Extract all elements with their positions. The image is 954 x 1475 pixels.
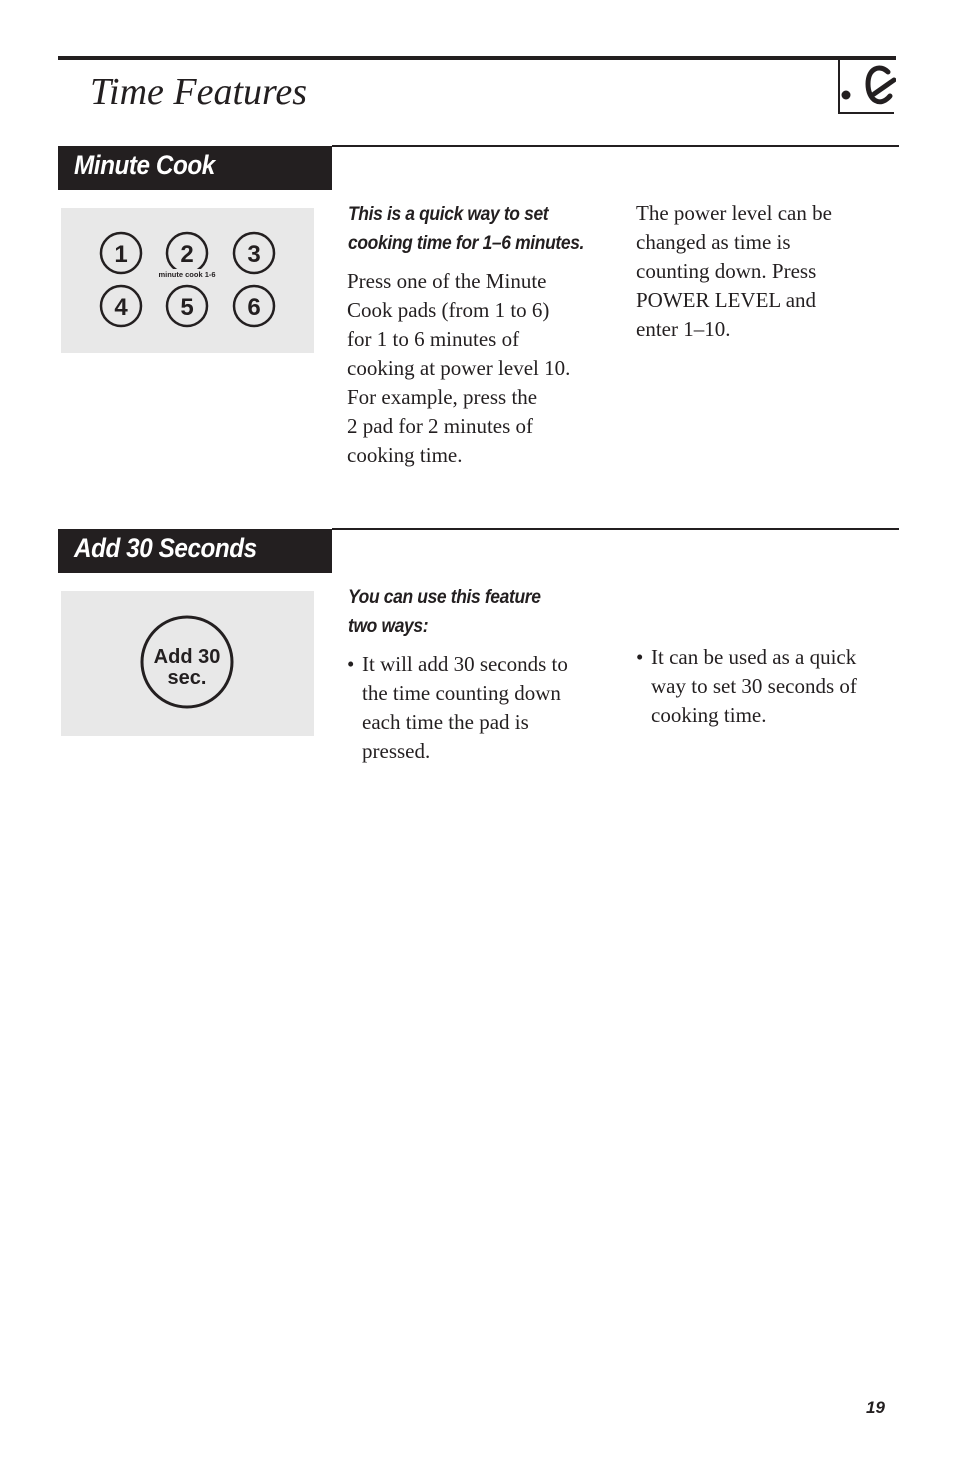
bullet-marker: • (636, 645, 644, 669)
add-30-title: Add 30 Seconds (74, 533, 257, 563)
header-rule (58, 56, 896, 60)
add-30-rule (332, 528, 899, 530)
pad-caption: minute cook 1-6 (158, 270, 216, 279)
add-30-pad-line2: sec. (167, 667, 207, 689)
pad-2-label: 2 (180, 241, 194, 268)
pad-6-label: 6 (247, 294, 261, 321)
bullet-line: It can be used as a quick (651, 645, 857, 669)
minute-cook-side-note (636, 199, 832, 344)
add-30-header (58, 529, 332, 573)
bullet-line: cooking time. (651, 703, 767, 727)
bullet-line: each time the pad is (362, 710, 529, 734)
pad-4-label: 4 (114, 294, 128, 321)
side-line: counting down. Press (636, 259, 817, 283)
side-line: POWER LEVEL and (636, 288, 817, 312)
bullet-line: It will add 30 seconds to (362, 652, 568, 676)
minute-cook-body (347, 267, 570, 470)
add-30-bullet-1 (347, 650, 607, 766)
ge-monogram-icon (840, 58, 896, 114)
minute-cook-rule (332, 145, 899, 147)
body-line: Cook pads (from 1 to 6) (347, 298, 550, 322)
add-30-pad (61, 591, 314, 736)
logo (838, 58, 894, 114)
minute-cook-header (58, 146, 332, 190)
bullet-line: way to set 30 seconds of (651, 674, 857, 698)
add-30-pad-illustration (61, 591, 314, 736)
pad-3-label: 3 (247, 241, 261, 268)
side-line: changed as time is (636, 230, 791, 254)
page-number: 19 (866, 1398, 885, 1417)
body-line: 2 pad for 2 minutes of (347, 414, 534, 438)
minute-cook-lead: This is a quick way to set cooking time for 1–6 minutes. (348, 204, 585, 254)
side-line: enter 1–10. (636, 317, 731, 341)
page-title: Time Features (90, 71, 308, 113)
body-line: For example, press the (347, 385, 538, 409)
minute-cook-pads (61, 208, 314, 353)
add-30-pad-line1: Add 30 (153, 646, 221, 668)
body-line: Press one of the Minute (347, 269, 547, 293)
add-30-lead: You can use this feature two ways: (348, 587, 541, 637)
pad-1-label: 1 (114, 241, 128, 268)
minute-cook-pad-illustration (61, 208, 314, 353)
bullet-line: pressed. (362, 739, 431, 763)
body-line: cooking time. (347, 443, 463, 467)
body-line: for 1 to 6 minutes of (347, 327, 520, 351)
side-line: The power level can be (636, 201, 832, 225)
bullet-line: the time counting down (362, 681, 561, 705)
add-30-bullet-2 (636, 643, 898, 730)
minute-cook-title: Minute Cook (74, 150, 215, 180)
body-line: cooking at power level 10. (347, 356, 571, 380)
pad-5-label: 5 (180, 294, 194, 321)
bullet-marker: • (347, 652, 355, 676)
